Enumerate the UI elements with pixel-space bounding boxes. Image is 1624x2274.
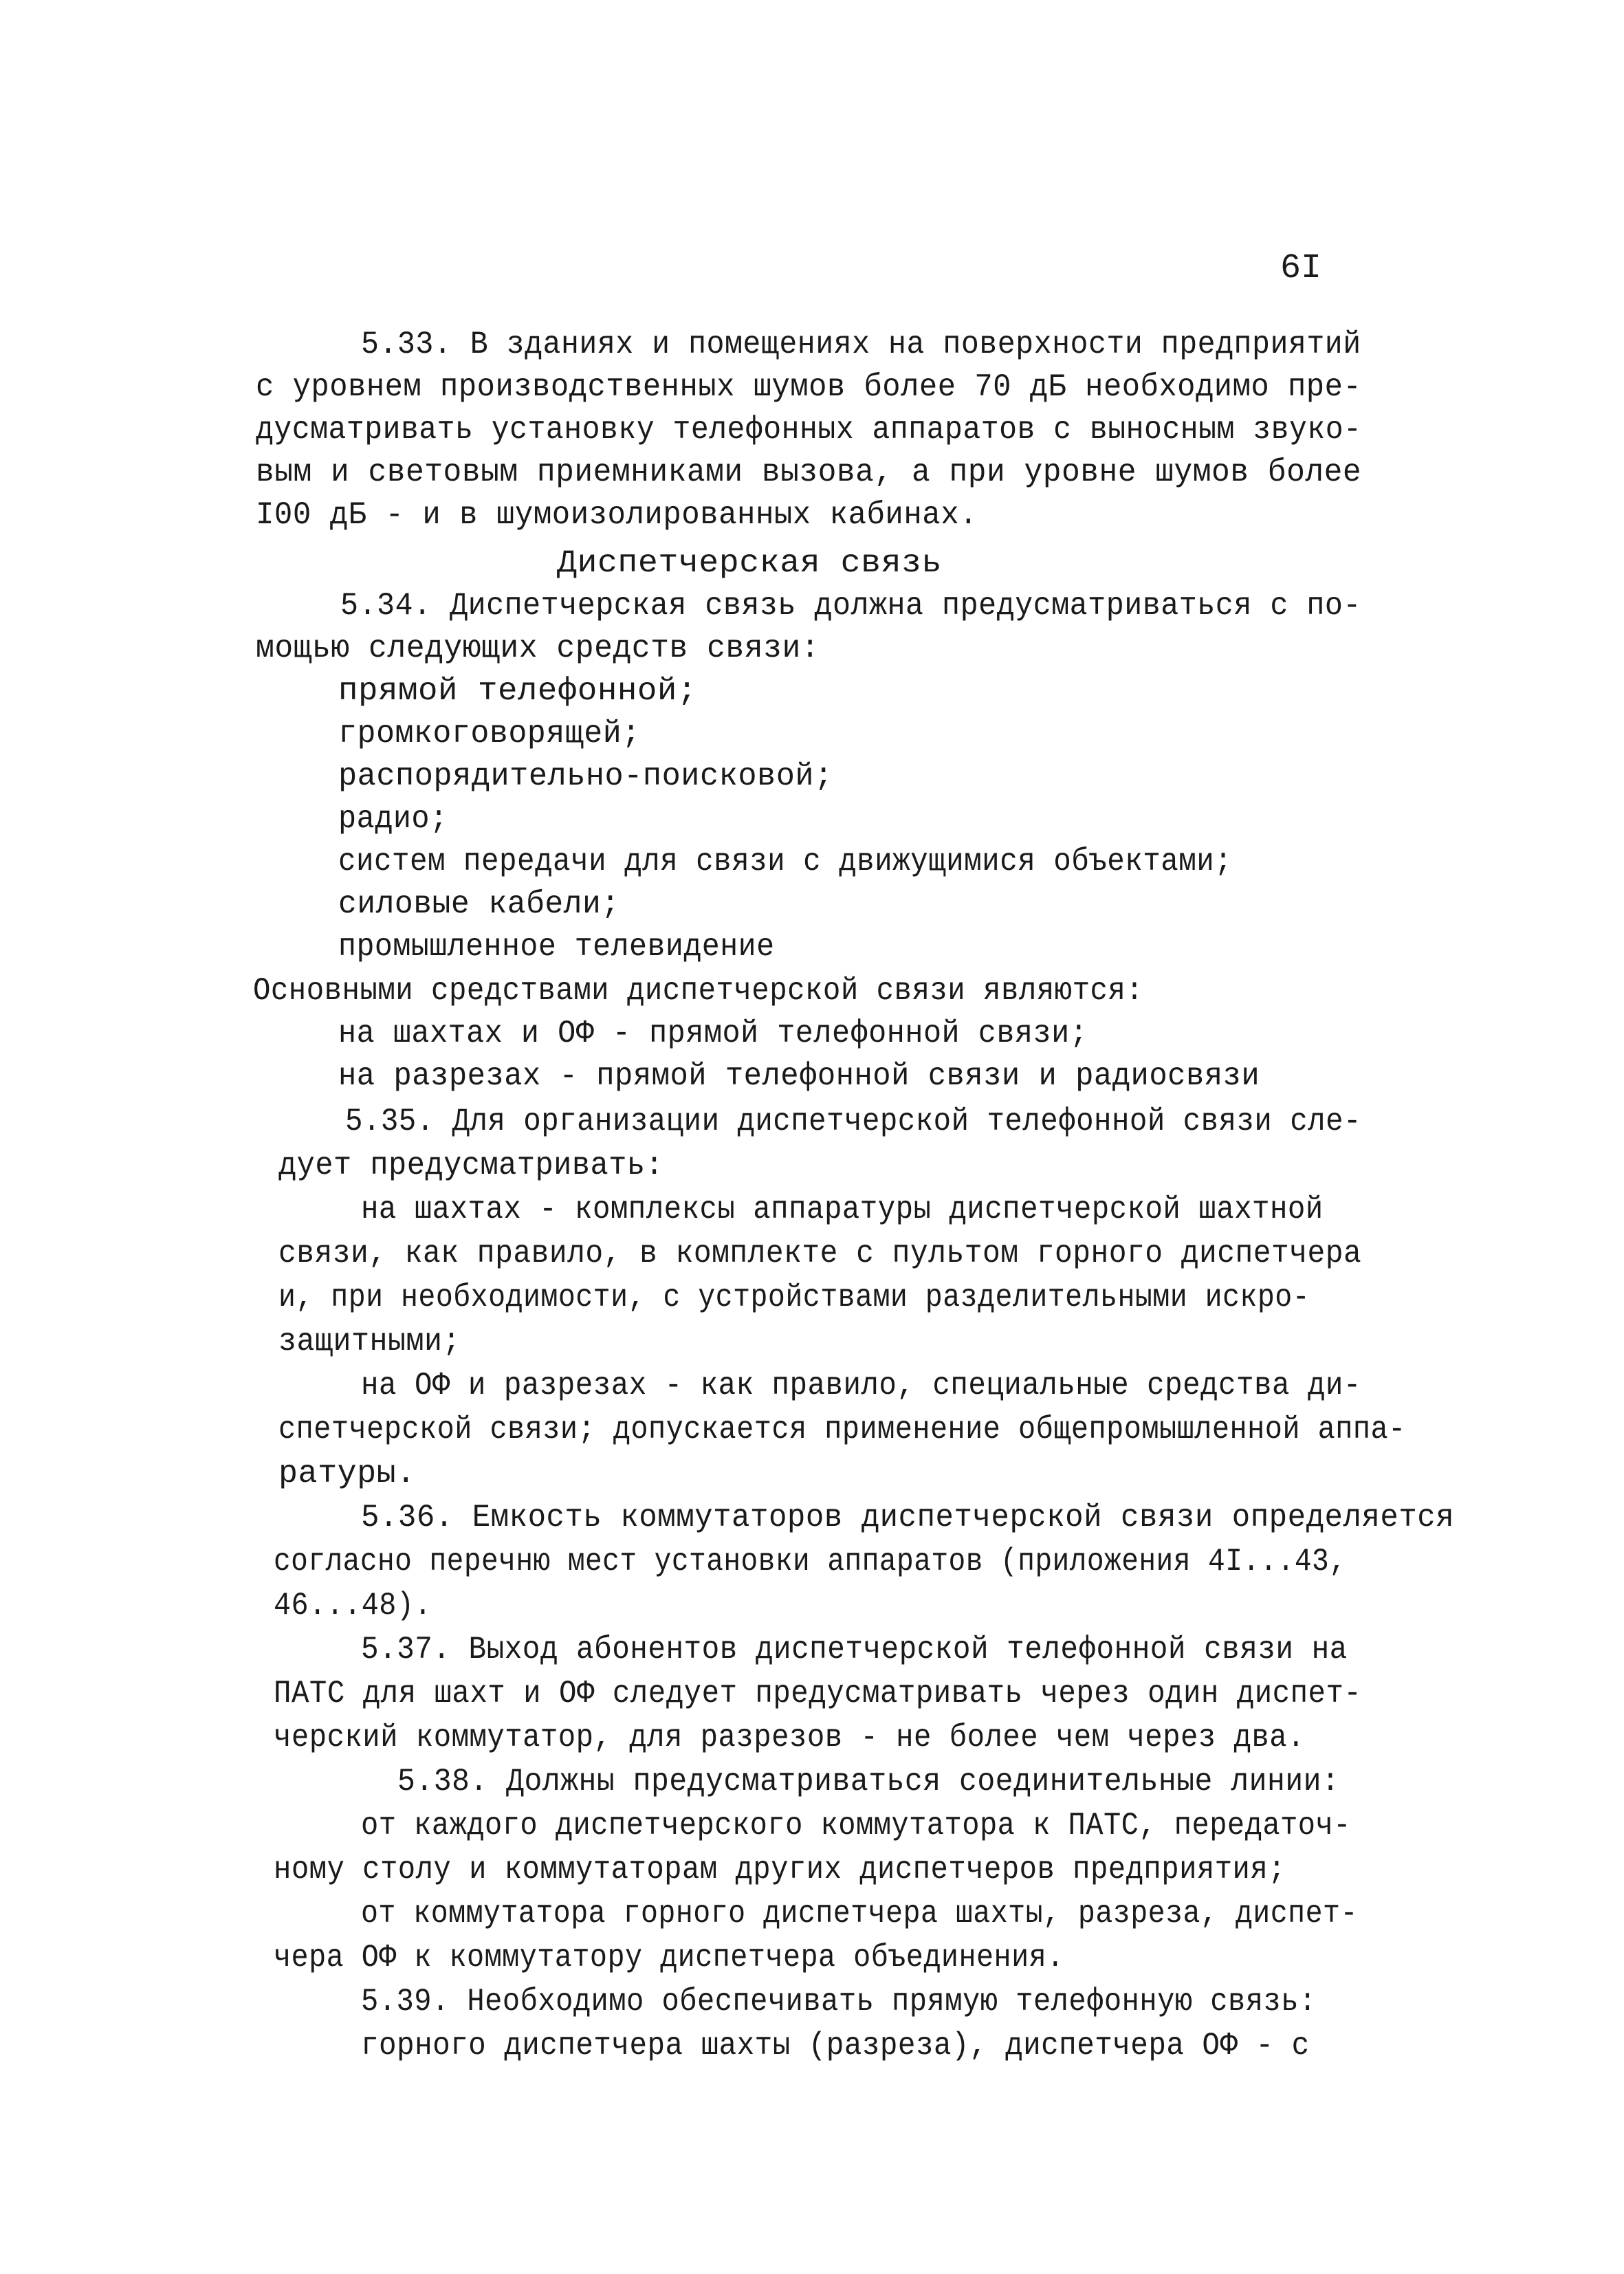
text-line: от коммутатора горного диспетчера шахты, разреза, диспет-	[361, 1896, 1358, 1932]
text-line: защитными;	[278, 1324, 461, 1359]
text-line: систем передачи для связи с движущимися объектами;	[338, 844, 1233, 879]
page-number: 6I	[1280, 249, 1322, 288]
text-line: громкоговорящей;	[338, 716, 641, 752]
text-line: согласно перечню мест установки аппаратов (приложения 4I...43,	[274, 1544, 1347, 1579]
text-line: вым и световым приемниками вызова, а при уровне шумов более	[256, 455, 1362, 490]
text-line: прямой телефонной;	[338, 673, 697, 709]
text-line: силовые кабели;	[338, 886, 620, 922]
text-line: 5.35. Для организации диспетчерской телефонной связи сле-	[345, 1104, 1361, 1139]
text-line: 5.37. Выход абонентов диспетчерской телефонной связи на	[361, 1632, 1348, 1668]
text-line: горного диспетчера шахты (разреза), диспетчера ОФ - с	[361, 2028, 1310, 2064]
text-line: Диспетчерская связь	[557, 545, 943, 581]
text-line: чера ОФ к коммутатору диспетчера объединения.	[274, 1940, 1064, 1976]
text-line: на шахтах и ОФ - прямой телефонной связи;	[338, 1016, 1088, 1051]
text-line: 5.39. Необходимо обеспечивать прямую телефонную связь:	[361, 1984, 1317, 2020]
text-line: 5.34. Диспетчерская связь должна предусматриваться с по-	[340, 588, 1361, 624]
text-line: 5.33. В зданиях и помещениях на поверхности предприятий	[361, 327, 1361, 362]
text-line: ПАТС для шахт и ОФ следует предусматривать через один диспет-	[274, 1676, 1362, 1712]
text-line: дует предусматривать:	[278, 1148, 664, 1183]
text-line: мощью следующих средств связи:	[256, 631, 820, 666]
text-line: черский коммутатор, для разрезов - не более чем через два.	[274, 1720, 1305, 1756]
text-line: и, при необходимости, с устройствами разделительными искро-	[278, 1280, 1310, 1315]
text-line: Основными средствами диспетчерской связи являются:	[253, 973, 1144, 1009]
text-line: 5.38. Должны предусматриваться соединительные линии:	[397, 1764, 1340, 1800]
text-line: ному столу и коммутаторам других диспетчеров предприятия;	[274, 1852, 1286, 1888]
text-line: на шахтах - комплексы аппаратуры диспетчерской шахтной	[361, 1192, 1324, 1227]
text-line: связи, как правило, в комплекте с пультом горного диспетчера	[278, 1236, 1362, 1271]
text-line: с уровнем производственных шумов более 70 дБ необходимо пре-	[256, 369, 1362, 405]
text-line: промышленное телевидение	[338, 929, 775, 965]
text-line: спетчерской связи; допускается применение общепромышленной аппа-	[278, 1412, 1406, 1447]
text-line: от каждого диспетчерского коммутатора к ПАТС, передаточ-	[361, 1808, 1351, 1844]
text-line: на ОФ и разрезах - как правило, специальные средства ди-	[361, 1368, 1361, 1403]
text-line: 46...48).	[274, 1588, 432, 1623]
text-line: I00 дБ - и в шумоизолированных кабинах.	[256, 497, 978, 533]
text-line: 5.36. Емкость коммутаторов диспетчерской связи определяется	[361, 1500, 1455, 1535]
text-line: на разрезах - прямой телефонной связи и радиосвязи	[338, 1058, 1260, 1094]
text-line: дусматривать установку телефонных аппаратов с выносным звуко-	[256, 412, 1362, 448]
text-line: ратуры.	[278, 1456, 416, 1491]
text-line: радио;	[338, 801, 448, 837]
text-line: распорядительно-поисковой;	[338, 758, 833, 794]
